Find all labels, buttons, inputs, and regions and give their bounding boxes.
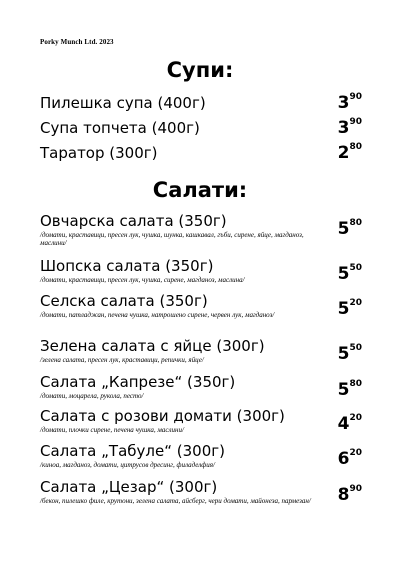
item-description: /киноа, магданоз, домати, цитрусов дресинг, филаделфия/ <box>40 461 215 469</box>
price-cents: 90 <box>349 117 362 127</box>
price-main: 5 <box>337 264 350 284</box>
menu-item-salad <box>40 212 362 247</box>
price-cents: 90 <box>349 484 362 494</box>
item-name: Овчарска салата (350г) <box>40 212 227 230</box>
menu-item-salad <box>40 373 362 400</box>
price-main: 5 <box>337 219 350 239</box>
item-name: Таратор (300г) <box>40 144 158 162</box>
item-name: Зелена салата с яйце (300г) <box>40 337 265 355</box>
item-price <box>338 220 362 238</box>
item-price <box>338 450 362 468</box>
item-description: /зелена салата, пресен лук, краставици, репички, яйце/ <box>40 356 204 364</box>
price-main: 6 <box>337 449 350 469</box>
price-cents: 50 <box>349 263 362 273</box>
price-cents: 20 <box>349 298 362 308</box>
menu-item-salad <box>40 337 362 364</box>
menu-item-soup <box>40 144 362 162</box>
price-cents: 80 <box>349 379 362 389</box>
item-price <box>338 144 362 162</box>
item-description: /домати, патладжан, печена чушка, натрошено сирене, червен лук, магданоз/ <box>40 311 275 319</box>
menu-item-salad <box>40 442 362 469</box>
menu-item-salad <box>40 478 362 505</box>
price-cents: 50 <box>349 343 362 353</box>
price-main: 5 <box>337 344 350 364</box>
section-title-salads: Салати: <box>152 178 248 202</box>
item-price <box>338 94 362 112</box>
item-price <box>338 381 362 399</box>
menu-item-salad <box>40 407 362 434</box>
item-price <box>338 300 362 318</box>
item-name: Салата с розови домати (300г) <box>40 407 285 425</box>
item-description: /домати, краставици, пресен лук, чушка, сирене, магданоз, маслина/ <box>40 276 245 284</box>
price-main: 3 <box>337 118 350 138</box>
item-price <box>338 486 362 504</box>
item-description: /домати, краставици, пресен лук, чушка, шунка, кашкавал, гъби, сирене, яйце, магданоз, маслини/ <box>40 231 304 247</box>
item-price <box>338 345 362 363</box>
item-name: Шопска салата (350г) <box>40 257 214 275</box>
menu-item-salad <box>40 292 362 319</box>
item-description: /бекон, пилешко филе, крутони, зелена салата, айсберг, чери домати, майонеза, пармезан/ <box>40 497 311 505</box>
item-name: Салата „Капрезе“ (350г) <box>40 373 236 391</box>
item-name: Салата „Цезар“ (300г) <box>40 478 218 496</box>
item-name: Пилешка супа (400г) <box>40 94 206 112</box>
price-main: 5 <box>337 380 350 400</box>
item-price <box>338 265 362 283</box>
item-name: Супа топчета (400г) <box>40 119 200 137</box>
price-main: 5 <box>337 299 350 319</box>
price-cents: 80 <box>349 142 362 152</box>
price-cents: 20 <box>349 413 362 423</box>
price-cents: 80 <box>349 218 362 228</box>
item-description: /домати, моцарела, рукола, песто/ <box>40 392 144 400</box>
item-name: Селска салата (350г) <box>40 292 208 310</box>
item-description: /домати, плочки сирене, печена чушка, маслини/ <box>40 426 184 434</box>
price-cents: 20 <box>349 448 362 458</box>
price-main: 3 <box>337 93 350 113</box>
section-title-soups: Супи: <box>166 58 234 82</box>
price-main: 2 <box>337 143 350 163</box>
company-label: Porky Munch Ltd. 2023 <box>40 38 114 46</box>
price-cents: 90 <box>349 92 362 102</box>
item-price <box>338 415 362 433</box>
item-name: Салата „Табуле“ (300г) <box>40 442 225 460</box>
item-price <box>338 119 362 137</box>
price-main: 8 <box>337 485 350 505</box>
menu-item-salad <box>40 257 362 284</box>
menu-item-soup <box>40 119 362 137</box>
menu-item-soup <box>40 94 362 112</box>
price-main: 4 <box>337 414 350 434</box>
